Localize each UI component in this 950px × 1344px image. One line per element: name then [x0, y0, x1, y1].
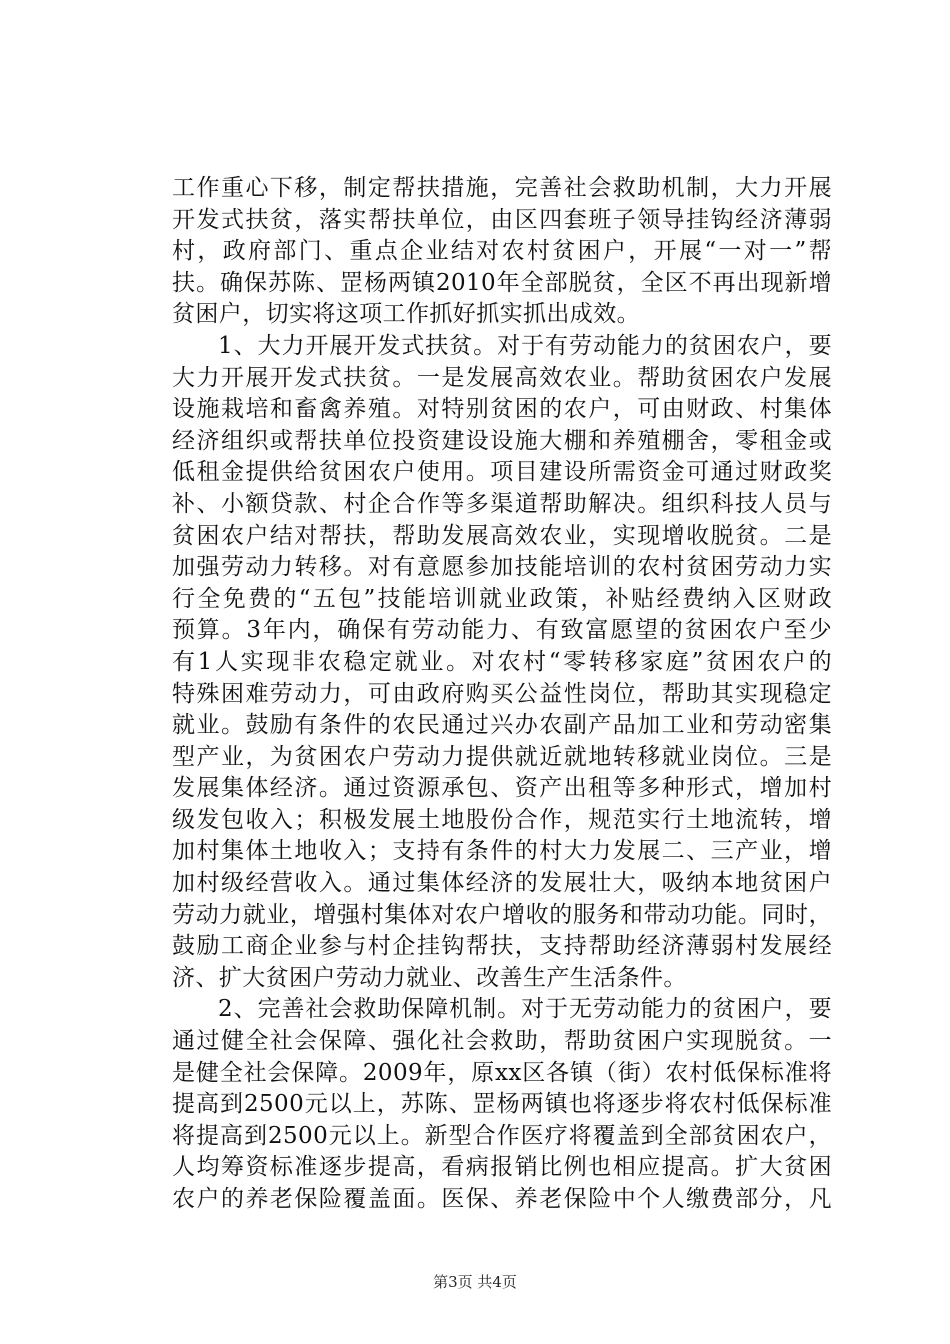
- text-line: 人均筹资标准逐步提高，看病报销比例也相应提高。扩大贫困: [172, 1154, 832, 1181]
- text-line: 是健全社会保障。2009年，原xx区各镇（街）农村低保标准将: [172, 1059, 832, 1086]
- document-body: [172, 173, 832, 1216]
- text-line: 济、扩大贫困户劳动力就业、改善生产生活条件。: [172, 964, 687, 991]
- text-line: 劳动力就业，增强村集体对农户增收的服务和带动功能。同时，: [172, 901, 832, 928]
- text-line: 大力开展开发式扶贫。一是发展高效农业。帮助贫困农户发展: [172, 364, 832, 391]
- text-line: 1、大力开展开发式扶贫。对于有劳动能力的贫困农户，要: [218, 332, 832, 359]
- text-line: 村，政府部门、重点企业结对农村贫困户，开展“一对一”帮: [172, 238, 832, 265]
- text-line: 级发包收入；积极发展土地股份合作，规范实行土地流转，增: [172, 806, 832, 833]
- text-line: 特殊困难劳动力，可由政府购买公益性岗位，帮助其实现稳定: [172, 680, 832, 707]
- text-line: 开发式扶贫，落实帮扶单位，由区四套班子领导挂钩经济薄弱: [172, 206, 832, 233]
- text-line: 贫困农户结对帮扶，帮助发展高效农业，实现增收脱贫。二是: [172, 522, 832, 549]
- text-line: 工作重心下移，制定帮扶措施，完善社会救助机制，大力开展: [172, 175, 832, 201]
- text-line: 将提高到2500元以上。新型合作医疗将覆盖到全部贫困农户，: [172, 1122, 832, 1149]
- text-line: 鼓励工商企业参与村企挂钩帮扶，支持帮助经济薄弱村发展经: [172, 933, 832, 960]
- text-line: 加强劳动力转移。对有意愿参加技能培训的农村贫困劳动力实: [172, 554, 832, 581]
- text-line: 有1人实现非农稳定就业。对农村“零转移家庭”贫困农户的: [172, 648, 832, 675]
- text-line: 设施栽培和畜禽养殖。对特别贫困的农户，可由财政、村集体: [172, 396, 832, 423]
- text-line: 经济组织或帮扶单位投资建设设施大棚和养殖棚舍，零租金或: [172, 427, 832, 454]
- text-line: 补、小额贷款、村企合作等多渠道帮助解决。组织科技人员与: [172, 490, 832, 517]
- text-line: 行全免费的“五包”技能培训就业政策，补贴经费纳入区财政: [172, 585, 832, 612]
- text-line: 加村集体土地收入；支持有条件的村大力发展二、三产业，增: [172, 838, 832, 865]
- text-line: 2、完善社会救助保障机制。对于无劳动能力的贫困户，要: [218, 996, 832, 1023]
- text-line: 加村级经营收入。通过集体经济的发展壮大，吸纳本地贫困户: [172, 870, 832, 897]
- text-line: 贫困户，切实将这项工作抓好抓实抓出成效。: [172, 301, 640, 328]
- text-line: 发展集体经济。通过资源承包、资产出租等多种形式，增加村: [172, 775, 832, 802]
- text-line: 提高到2500元以上，苏陈、罡杨两镇也将逐步将农村低保标准: [172, 1091, 832, 1118]
- page-footer: 第3页 共4页: [433, 1273, 517, 1291]
- text-line: 农户的养老保险覆盖面。医保、养老保险中个人缴费部分，凡: [172, 1186, 832, 1212]
- text-line: 通过健全社会保障、强化社会救助，帮助贫困户实现脱贫。一: [172, 1028, 832, 1055]
- text-line: 扶。确保苏陈、罡杨两镇2010年全部脱贫，全区不再出现新增: [172, 269, 832, 296]
- text-line: 低租金提供给贫困农户使用。项目建设所需资金可通过财政奖: [172, 459, 832, 486]
- text-line: 就业。鼓励有条件的农民通过兴办农副产品加工业和劳动密集: [172, 712, 832, 739]
- text-line: 预算。3年内，确保有劳动能力、有致富愿望的贫困农户至少: [172, 617, 832, 644]
- text-line: 型产业，为贫困农户劳动力提供就近就地转移就业岗位。三是: [172, 743, 832, 770]
